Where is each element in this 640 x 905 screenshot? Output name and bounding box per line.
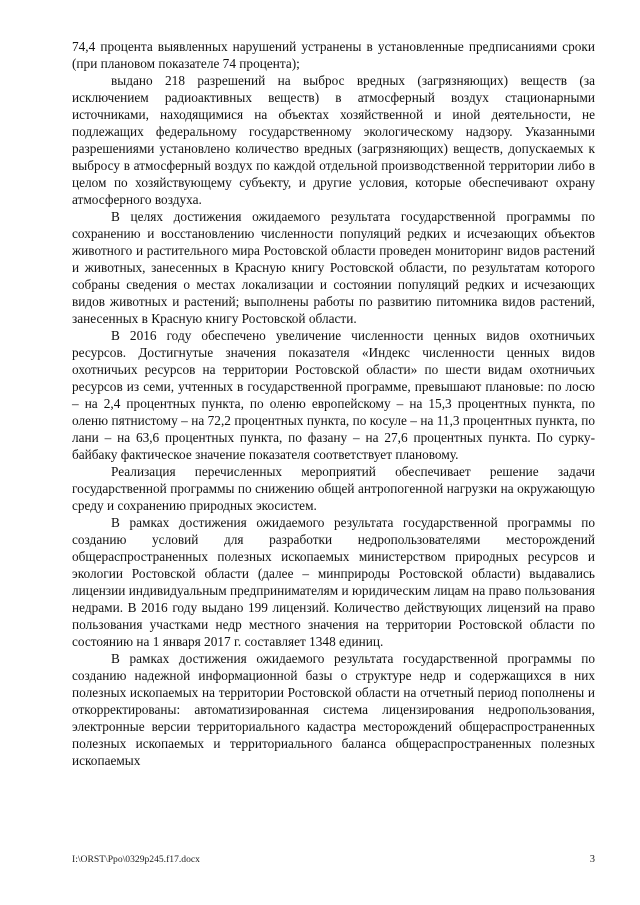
- footer-file-path: I:\ORST\Ppo\0329p245.f17.docx: [72, 854, 200, 865]
- paragraph-information-base: В рамках достижения ожидаемого результата государственной программы по созданию надежной информационной базы о структуре недр и содержащихся в них полезных ископаемых на территории Ростовской области на отчетный период пополнены и откорректированы: автоматизированная система лицензирования недропользования, электронные версии территориального кадастра месторождений общераспространенных полезных ископаемых и территориального баланса общераспространенных полезных ископаемых: [72, 651, 595, 768]
- page-footer: [72, 854, 595, 868]
- paragraph-violations: 74,4 процента выявленных нарушений устранены в установленные предписаниями сроки (при плановом показателе 74 процента);: [72, 39, 595, 71]
- paragraph-licenses: В рамках достижения ожидаемого результата государственной программы по созданию условий для разработки недропользователями месторождений общераспространенных полезных ископаемых министерством природных ресурсов и экологии Ростовской области (далее – минприроды Ростовской области) выдавались лицензии индивидуальным предпринимателям и юридическим лицам на право пользования недрами. В 2016 году выдано 199 лицензий. Количество действующих лицензий на право пользования участками недр местного значения на территории Ростовской области по состоянию на 1 января 2017 г. составляет 1348 единиц.: [72, 515, 595, 649]
- paragraph-red-book: В целях достижения ожидаемого результата государственной программы по сохранению и восстановлению численности популяций редких и исчезающих объектов животного и растительного мира Ростовской области проведен мониторинг видов растений и животных, занесенных в Красную книгу Ростовской области, по результатам которого собраны сведения о местах локализации и состоянии популяций редких и исчезающих видов животных и растений; выполнены работы по развитию питомника видов растений, занесенных в Красную книгу Ростовской области.: [72, 209, 595, 326]
- paragraph-hunting-resources: В 2016 году обеспечено увеличение численности ценных видов охотничьих ресурсов. Достигнутые значения показателя «Индекс численности ценных видов охотничьих ресурсов на территории Ростовской области» по шести видам охотничьих ресурсов из семи, учтенных в государственной программе, превышают плановые: по лосю – на 2,4 процентных пункта, по оленю европейскому – на 15,3 процентных пункта, по оленю пятнистому – на 72,2 процентных пункта, по косуле – на 11,3 процентных пункта, по лани – на 63,6 процентных пункта, по фазану – на 27,6 процентных пункта. По сурку-байбаку фактическое значение показателя соответствует плановому.: [72, 328, 595, 462]
- paragraph-emission-permits: выдано 218 разрешений на выброс вредных (загрязняющих) веществ (за исключением радиоактивных веществ) в атмосферный воздух стационарными источниками, находящимися на объектах хозяйственной и иной деятельности, не подлежащих федеральному государственному экологическому надзору. Указанными разрешениями установлено количество вредных (загрязняющих) веществ, допускаемых к выбросу в атмосферный воздух по каждой отдельной производственной территории либо в целом по хозяйствующему субъекту, и другие условия, которые обеспечивают охрану атмосферного воздуха.: [72, 73, 595, 207]
- document-body: [72, 38, 595, 769]
- page-number: 3: [589, 854, 595, 865]
- paragraph-ecosystems: Реализация перечисленных мероприятий обеспечивает решение задачи государственной программы по снижению общей антропогенной нагрузки на окружающую среду и сохранению природных экосистем.: [72, 464, 595, 513]
